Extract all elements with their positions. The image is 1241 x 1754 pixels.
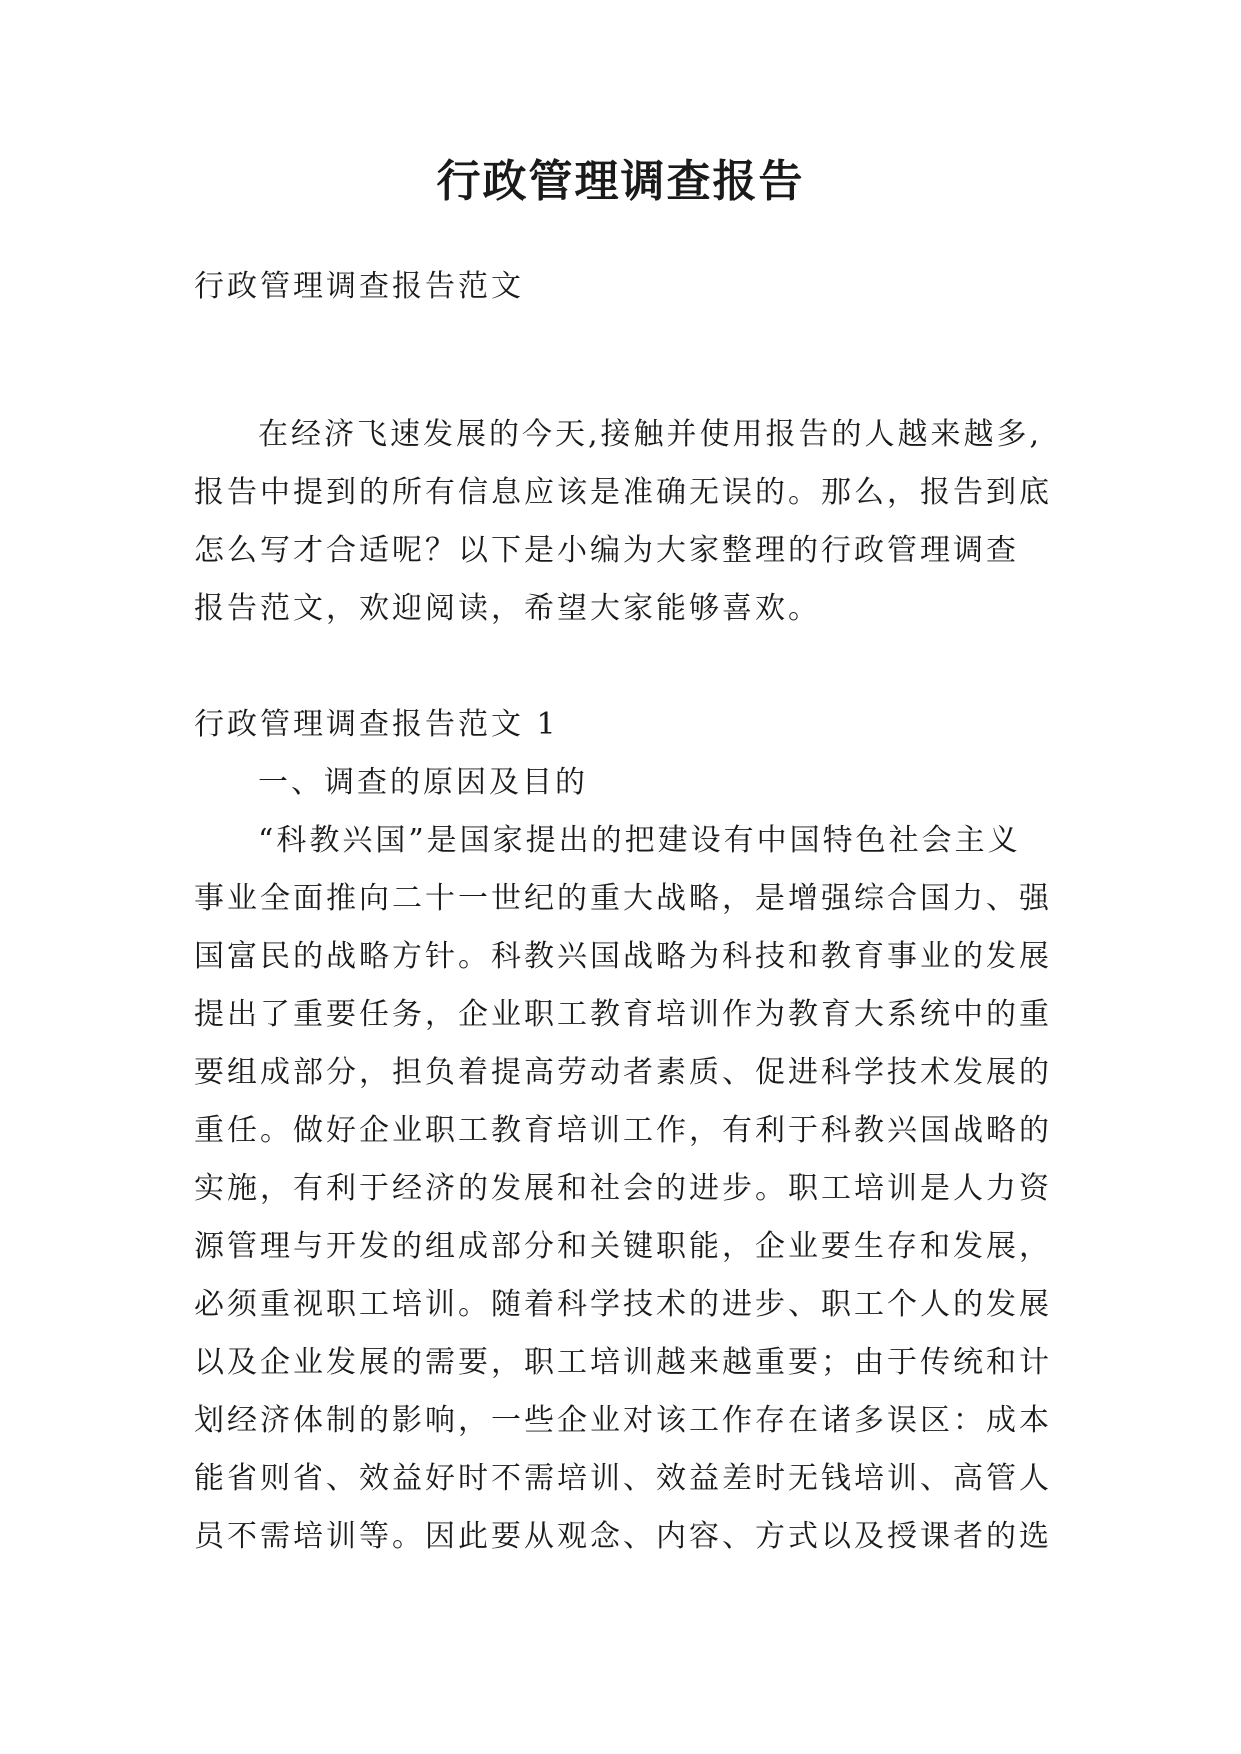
intro-paragraph [194,406,1054,638]
document-subtitle: 行政管理调查报告范文 [194,269,524,304]
body-line: 员不需培训等。因此要从观念、内容、方式以及授课者的选 [194,1519,1052,1554]
body-line: 事业全面推向二十一世纪的重大战略，是增强综合国力、强 [194,881,1052,916]
body-line: 能省则省、效益好时不需培训、效益差时无钱培训、高管人 [194,1461,1052,1496]
body-line: 实施，有利于经济的发展和社会的进步。职工培训是人力资 [194,1171,1052,1206]
body-line: 以及企业发展的需要，职工培训越来越重要；由于传统和计 [194,1345,1052,1380]
body-paragraph [194,812,1054,1566]
intro-line: 报告中提到的所有信息应该是准确无误的。那么，报告到底 [194,475,1052,510]
body-line: 要组成部分，担负着提高劳动者素质、促进科学技术发展的 [194,1055,1052,1090]
section-heading: 一、调查的原因及目的 [258,765,588,800]
intro-line: 怎么写才合适呢？以下是小编为大家整理的行政管理调查 [194,533,1019,568]
intro-line: 在经济飞速发展的今天,接触并使用报告的人越来越多, [258,417,1043,452]
body-line: 国富民的战略方针。科教兴国战略为科技和教育事业的发展 [194,939,1052,974]
intro-line: 报告范文，欢迎阅读，希望大家能够喜欢。 [194,591,821,626]
document-title: 行政管理调查报告 [436,156,805,207]
body-line: “科教兴国”是国家提出的把建设有中国特色社会主义 [258,823,1021,858]
body-line: 划经济体制的影响，一些企业对该工作存在诸多误区：成本 [194,1403,1052,1438]
body-line: 提出了重要任务，企业职工教育培训作为教育大系统中的重 [194,997,1052,1032]
body-line: 必须重视职工培训。随着科学技术的进步、职工个人的发展 [194,1287,1052,1322]
body-line: 重任。做好企业职工教育培训工作，有利于科教兴国战略的 [194,1113,1052,1148]
section-title: 行政管理调查报告范文 1 [194,707,559,742]
body-line: 源管理与开发的组成部分和关键职能，企业要生存和发展， [194,1229,1052,1264]
